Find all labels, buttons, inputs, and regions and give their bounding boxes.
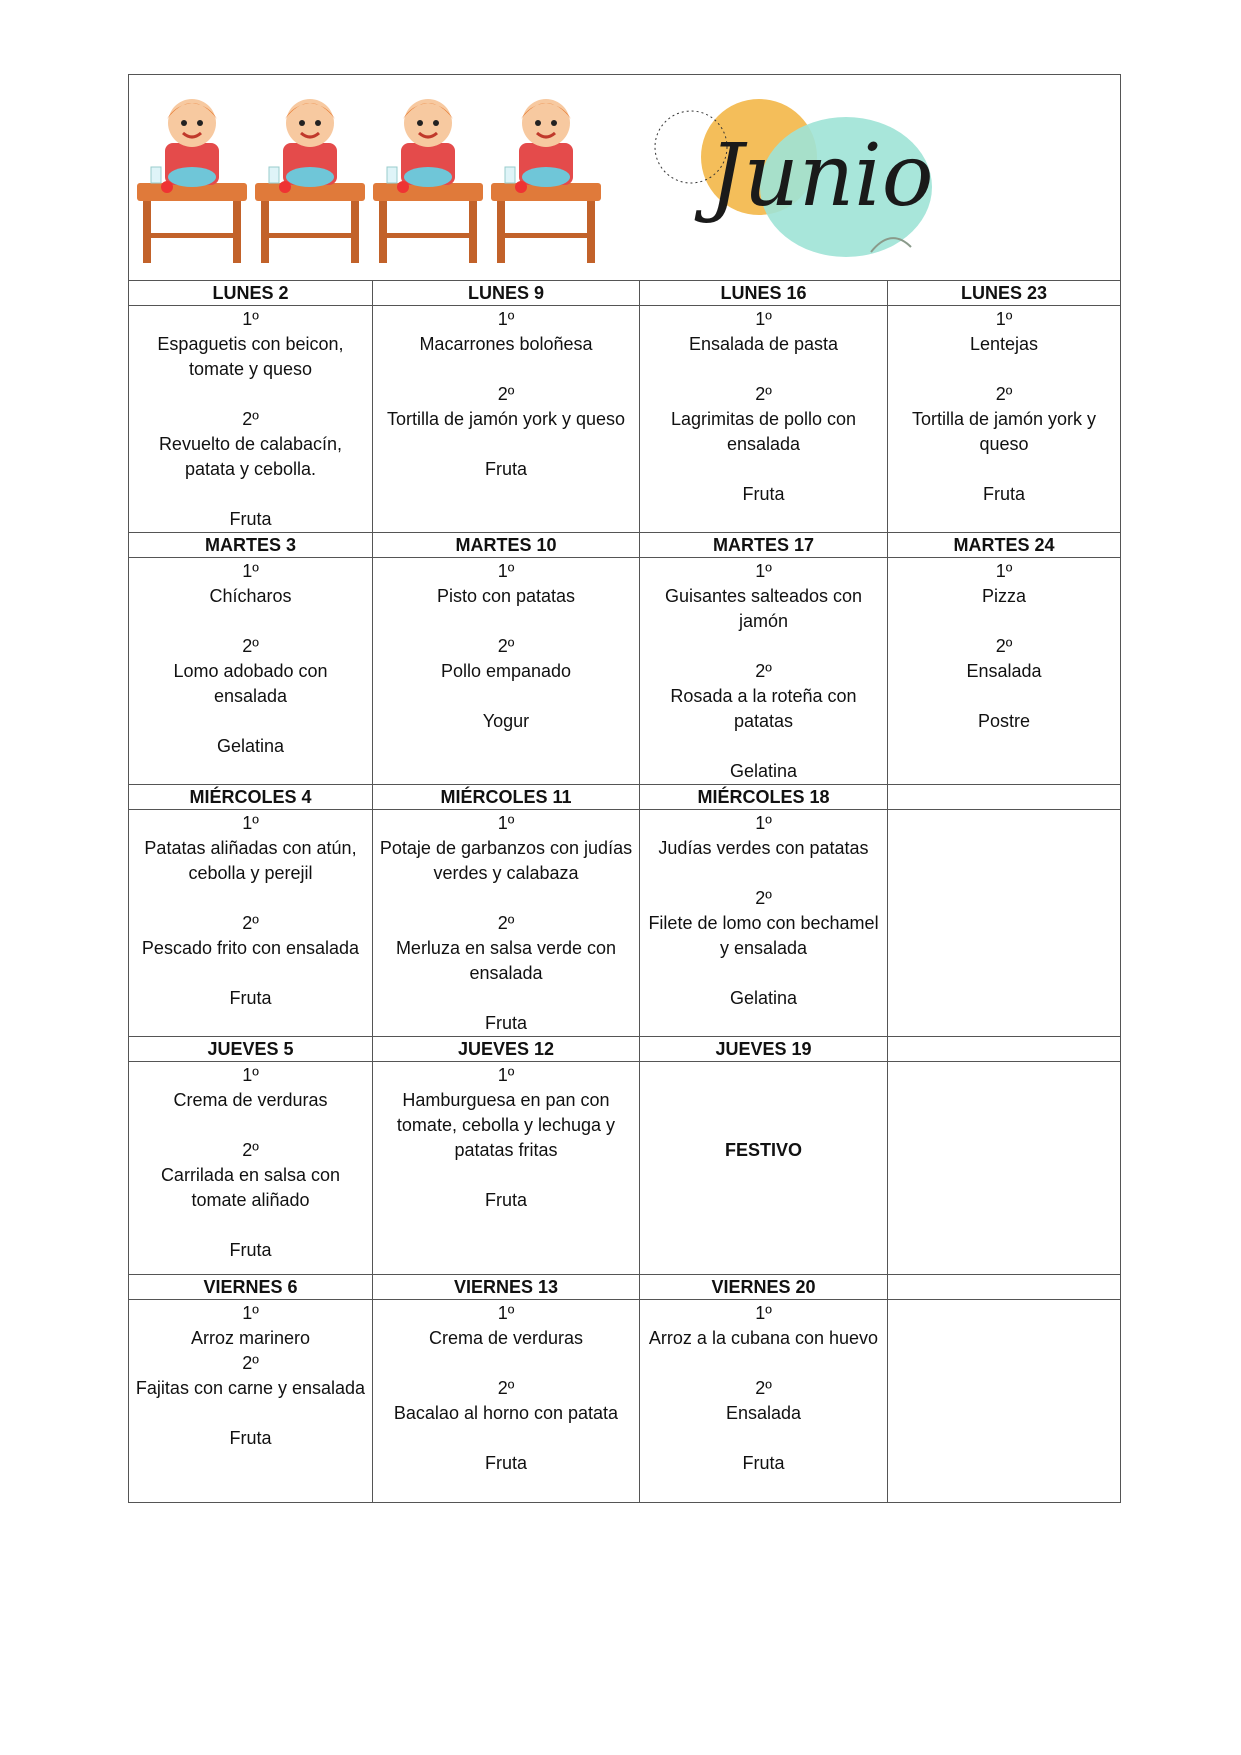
day-header-row (129, 281, 1121, 306)
meal-cell (129, 1062, 373, 1275)
day-header-row (129, 533, 1121, 558)
meal-cell (640, 810, 888, 1037)
day-header: MARTES 24 (888, 533, 1121, 558)
meal-text: 1º Pizza 2º Ensalada Postre (966, 561, 1042, 731)
meal-text (888, 1300, 1120, 1301)
day-header: MIÉRCOLES 18 (640, 785, 888, 810)
holiday-label: FESTIVO (724, 1140, 802, 1160)
meal-text: 1º Hamburguesa en pan con tomate, cebolla y lechuga y patatas fritas Fruta (396, 1065, 616, 1210)
meal-text: 1º Ensalada de pasta 2º Lagrimitas de pollo con ensalada Fruta (670, 309, 857, 504)
meal-text: 1º Chícharos 2º Lomo adobado con ensalada Gelatina (173, 561, 328, 756)
meal-text (888, 810, 1120, 811)
day-header (888, 785, 1121, 810)
meal-cell (129, 810, 373, 1037)
meal-cell (373, 558, 640, 785)
weekly-menu (128, 74, 1120, 1503)
day-header-row (129, 785, 1121, 810)
meal-row (129, 558, 1121, 785)
day-header: MIÉRCOLES 11 (373, 785, 640, 810)
meal-cell (888, 306, 1121, 533)
meal-cell (129, 306, 373, 533)
meal-text: 1º Arroz marinero 2º Fajitas con carne y ensalada Fruta (135, 1303, 366, 1448)
day-header (888, 1037, 1121, 1062)
day-header: MARTES 3 (129, 533, 373, 558)
meal-text: 1º Potaje de garbanzos con judías verdes y calabaza 2º Merluza en salsa verde con ensalada Fruta (379, 813, 633, 1033)
day-header: VIERNES 20 (640, 1275, 888, 1300)
day-header: LUNES 16 (640, 281, 888, 306)
day-header: LUNES 2 (129, 281, 373, 306)
day-header (888, 1275, 1121, 1300)
meal-cell (373, 1062, 640, 1275)
day-header: VIERNES 6 (129, 1275, 373, 1300)
menu-table (128, 74, 1121, 1503)
meal-cell (129, 1300, 373, 1503)
day-header: LUNES 9 (373, 281, 640, 306)
meal-text: 1º Lentejas 2º Tortilla de jamón york y queso Fruta (911, 309, 1097, 504)
day-header: JUEVES 5 (129, 1037, 373, 1062)
meal-cell (373, 1300, 640, 1503)
meal-cell (373, 306, 640, 533)
month-title: Junio (709, 126, 934, 226)
meal-text: 1º Patatas aliñadas con atún, cebolla y perejil 2º Pescado frito con ensalada Fruta (141, 813, 360, 1008)
meal-text: 1º Macarrones boloñesa 2º Tortilla de jamón york y queso Fruta (386, 309, 626, 479)
day-header: JUEVES 19 (640, 1037, 888, 1062)
meal-row (129, 1300, 1121, 1503)
day-header: MARTES 17 (640, 533, 888, 558)
meal-cell (640, 306, 888, 533)
meal-text: 1º Judías verdes con patatas 2º Filete de lomo con bechamel y ensalada Gelatina (648, 813, 879, 1008)
meal-cell (888, 558, 1121, 785)
meal-text (888, 1062, 1120, 1063)
meal-cell (640, 1062, 888, 1275)
day-header-row (129, 1037, 1121, 1062)
banner (129, 75, 1121, 281)
meal-cell (640, 1300, 888, 1503)
day-header-row (129, 1275, 1121, 1300)
meal-cell (888, 810, 1121, 1037)
meal-cell (888, 1300, 1121, 1503)
meal-cell (888, 1062, 1121, 1275)
meal-text: 1º Guisantes salteados con jamón 2º Rosada a la roteña con patatas Gelatina (664, 561, 863, 781)
day-header: JUEVES 12 (373, 1037, 640, 1062)
meal-row (129, 306, 1121, 533)
meal-cell (640, 558, 888, 785)
junio-title-graphic (641, 77, 941, 273)
meal-row (129, 1062, 1121, 1275)
day-header: LUNES 23 (888, 281, 1121, 306)
day-header: VIERNES 13 (373, 1275, 640, 1300)
meal-text: 1º Espaguetis con beicon, tomate y queso 2º Revuelto de calabacín, patata y cebolla. Fruta (157, 309, 344, 529)
children-eating-at-desks-icon (137, 83, 617, 269)
meal-text: 1º Arroz a la cubana con huevo 2º Ensalada Fruta (648, 1303, 879, 1473)
meal-cell (373, 810, 640, 1037)
meal-text: 1º Crema de verduras 2º Bacalao al horno con patata Fruta (393, 1303, 619, 1473)
day-header: MIÉRCOLES 4 (129, 785, 373, 810)
meal-row (129, 810, 1121, 1037)
meal-text: 1º Crema de verduras 2º Carrilada en salsa con tomate aliñado Fruta (160, 1065, 341, 1260)
day-header: MARTES 10 (373, 533, 640, 558)
meal-text: 1º Pisto con patatas 2º Pollo empanado Yogur (436, 561, 576, 731)
meal-cell (129, 558, 373, 785)
